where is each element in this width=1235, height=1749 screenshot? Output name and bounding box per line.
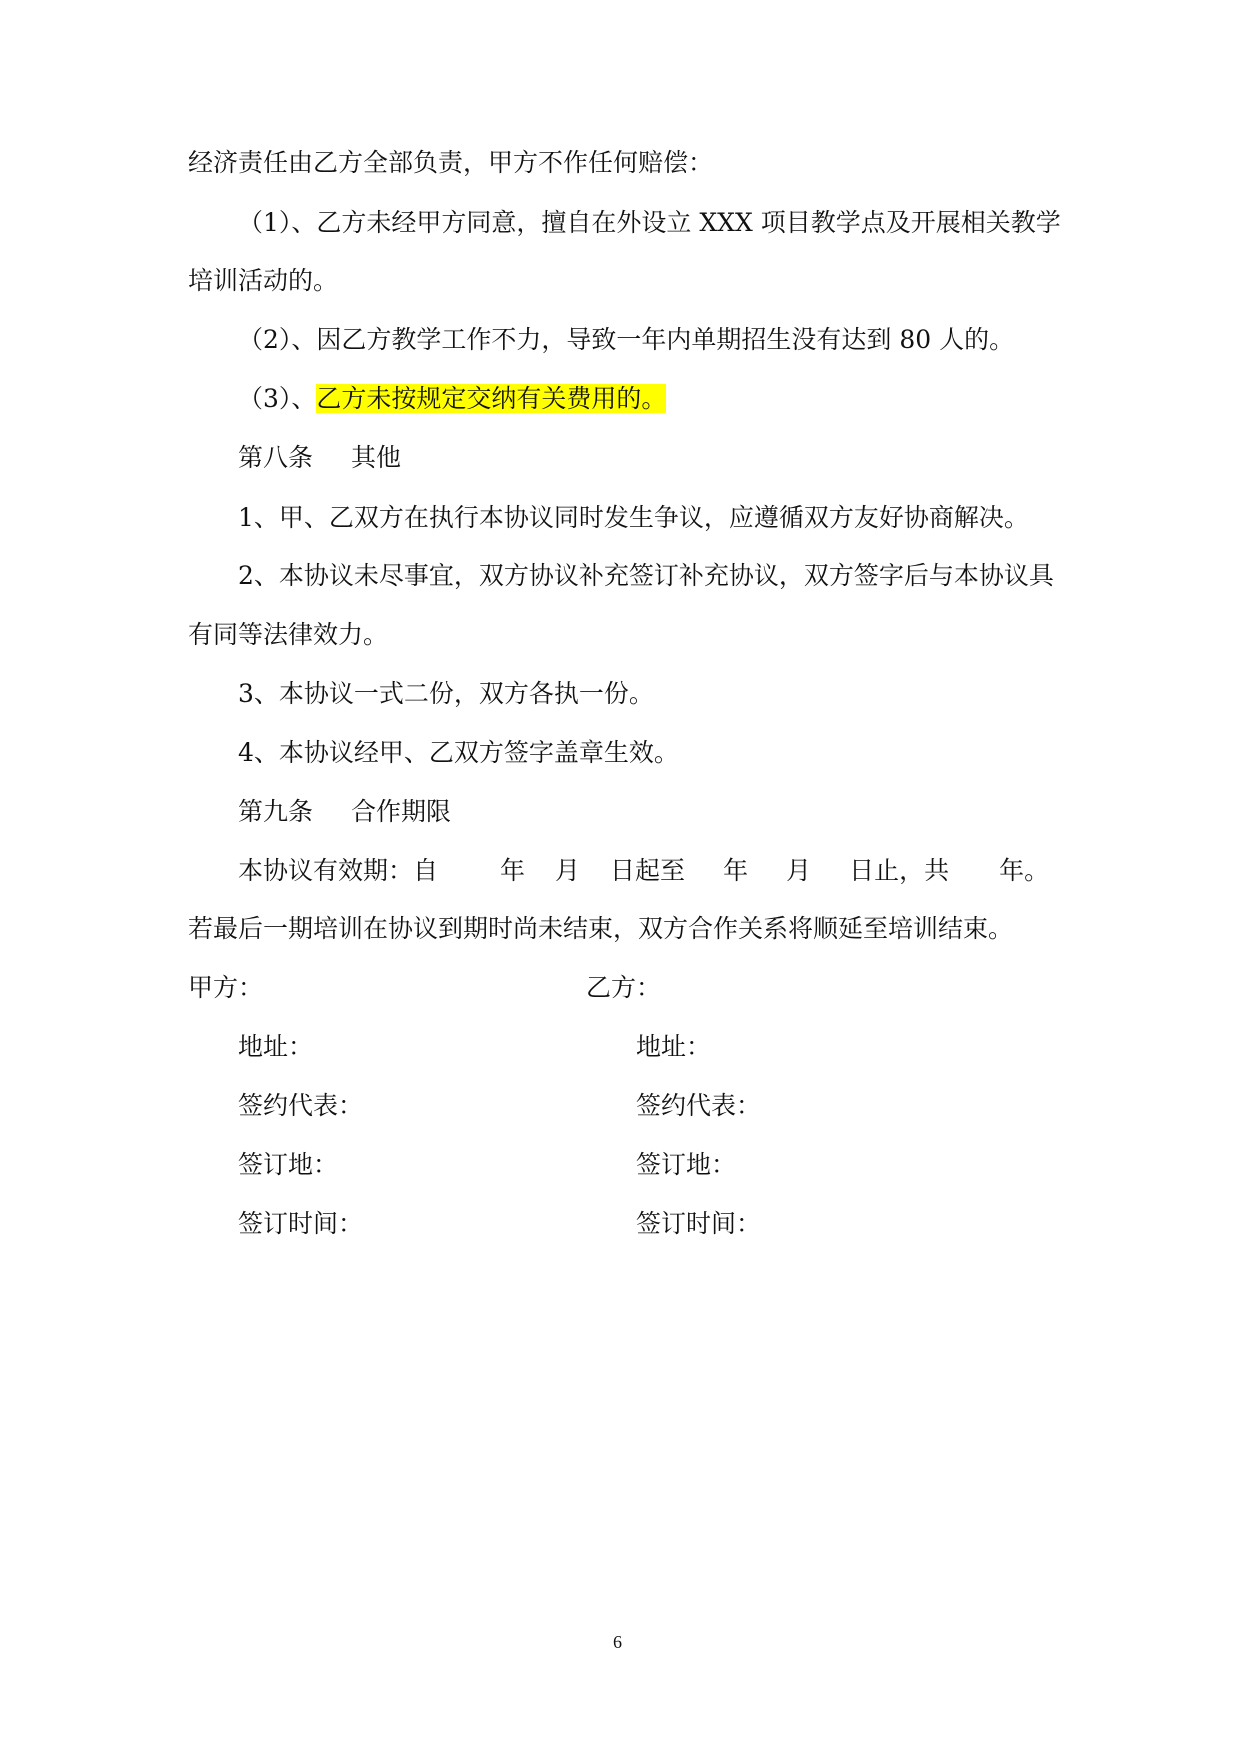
term-end-label: 日起至	[610, 856, 686, 885]
page-number: 6	[613, 1632, 622, 1652]
party-a-signing-time: 签订时间：	[238, 1209, 364, 1238]
extension-clause: 若最后一期培训在协议到期时尚未结束，双方合作关系将顺延至培训结束。	[188, 914, 1014, 943]
party-b-address: 地址：	[636, 1032, 712, 1061]
term-total-label: 日止，共	[849, 856, 950, 885]
clause-1: （1）、乙方未经甲方同意，擅自在外设立 XXX 项目教学点及开展相关教学	[238, 208, 1061, 237]
article-8-item-2-continued: 有同等法律效力。	[188, 620, 389, 649]
article-9-number: 第九条	[238, 797, 314, 826]
party-b-representative: 签约代表：	[636, 1091, 762, 1120]
clause-3-number: （3）、	[238, 384, 317, 413]
paragraph-line: 经济责任由乙方全部负责，甲方不作任何赔偿：	[188, 148, 714, 177]
article-8-title: 其他	[351, 443, 402, 472]
term-start-label: 本协议有效期：自	[238, 856, 439, 885]
party-a-representative: 签约代表：	[238, 1091, 364, 1120]
clause-3	[238, 384, 666, 414]
article-9-title: 合作期限	[351, 797, 452, 826]
article-8-item-2: 2、本协议未尽事宜，双方协议补充签订补充协议，双方签字后与本协议具	[238, 561, 1054, 590]
article-9-heading	[238, 797, 451, 827]
term-month-2: 月	[786, 856, 812, 885]
party-a-signing-place: 签订地：	[238, 1150, 339, 1179]
article-8-number: 第八条	[238, 443, 314, 472]
article-8-heading	[238, 443, 401, 473]
article-8-item-1: 1、甲、乙双方在执行本协议同时发生争议，应遵循双方友好协商解决。	[238, 503, 1029, 532]
highlighted-text: 乙方未按规定交纳有关费用的。	[316, 384, 667, 413]
party-b-label: 乙方：	[586, 973, 662, 1002]
article-8-item-3: 3、本协议一式二份，双方各执一份。	[238, 679, 654, 708]
party-a-address: 地址：	[238, 1032, 314, 1061]
party-a-label: 甲方：	[188, 973, 264, 1002]
term-year-2: 年	[723, 856, 749, 885]
term-years: 年。	[999, 856, 1050, 885]
term-year-1: 年	[500, 856, 526, 885]
clause-1-continued: 培训活动的。	[188, 266, 339, 295]
article-8-item-4: 4、本协议经甲、乙双方签字盖章生效。	[238, 738, 679, 767]
term-month-1: 月	[555, 856, 581, 885]
party-b-signing-time: 签订时间：	[636, 1209, 762, 1238]
party-b-signing-place: 签订地：	[636, 1150, 737, 1179]
term-line	[238, 856, 1049, 886]
clause-2: （2）、因乙方教学工作不力，导致一年内单期招生没有达到 80 人的。	[238, 325, 1015, 354]
